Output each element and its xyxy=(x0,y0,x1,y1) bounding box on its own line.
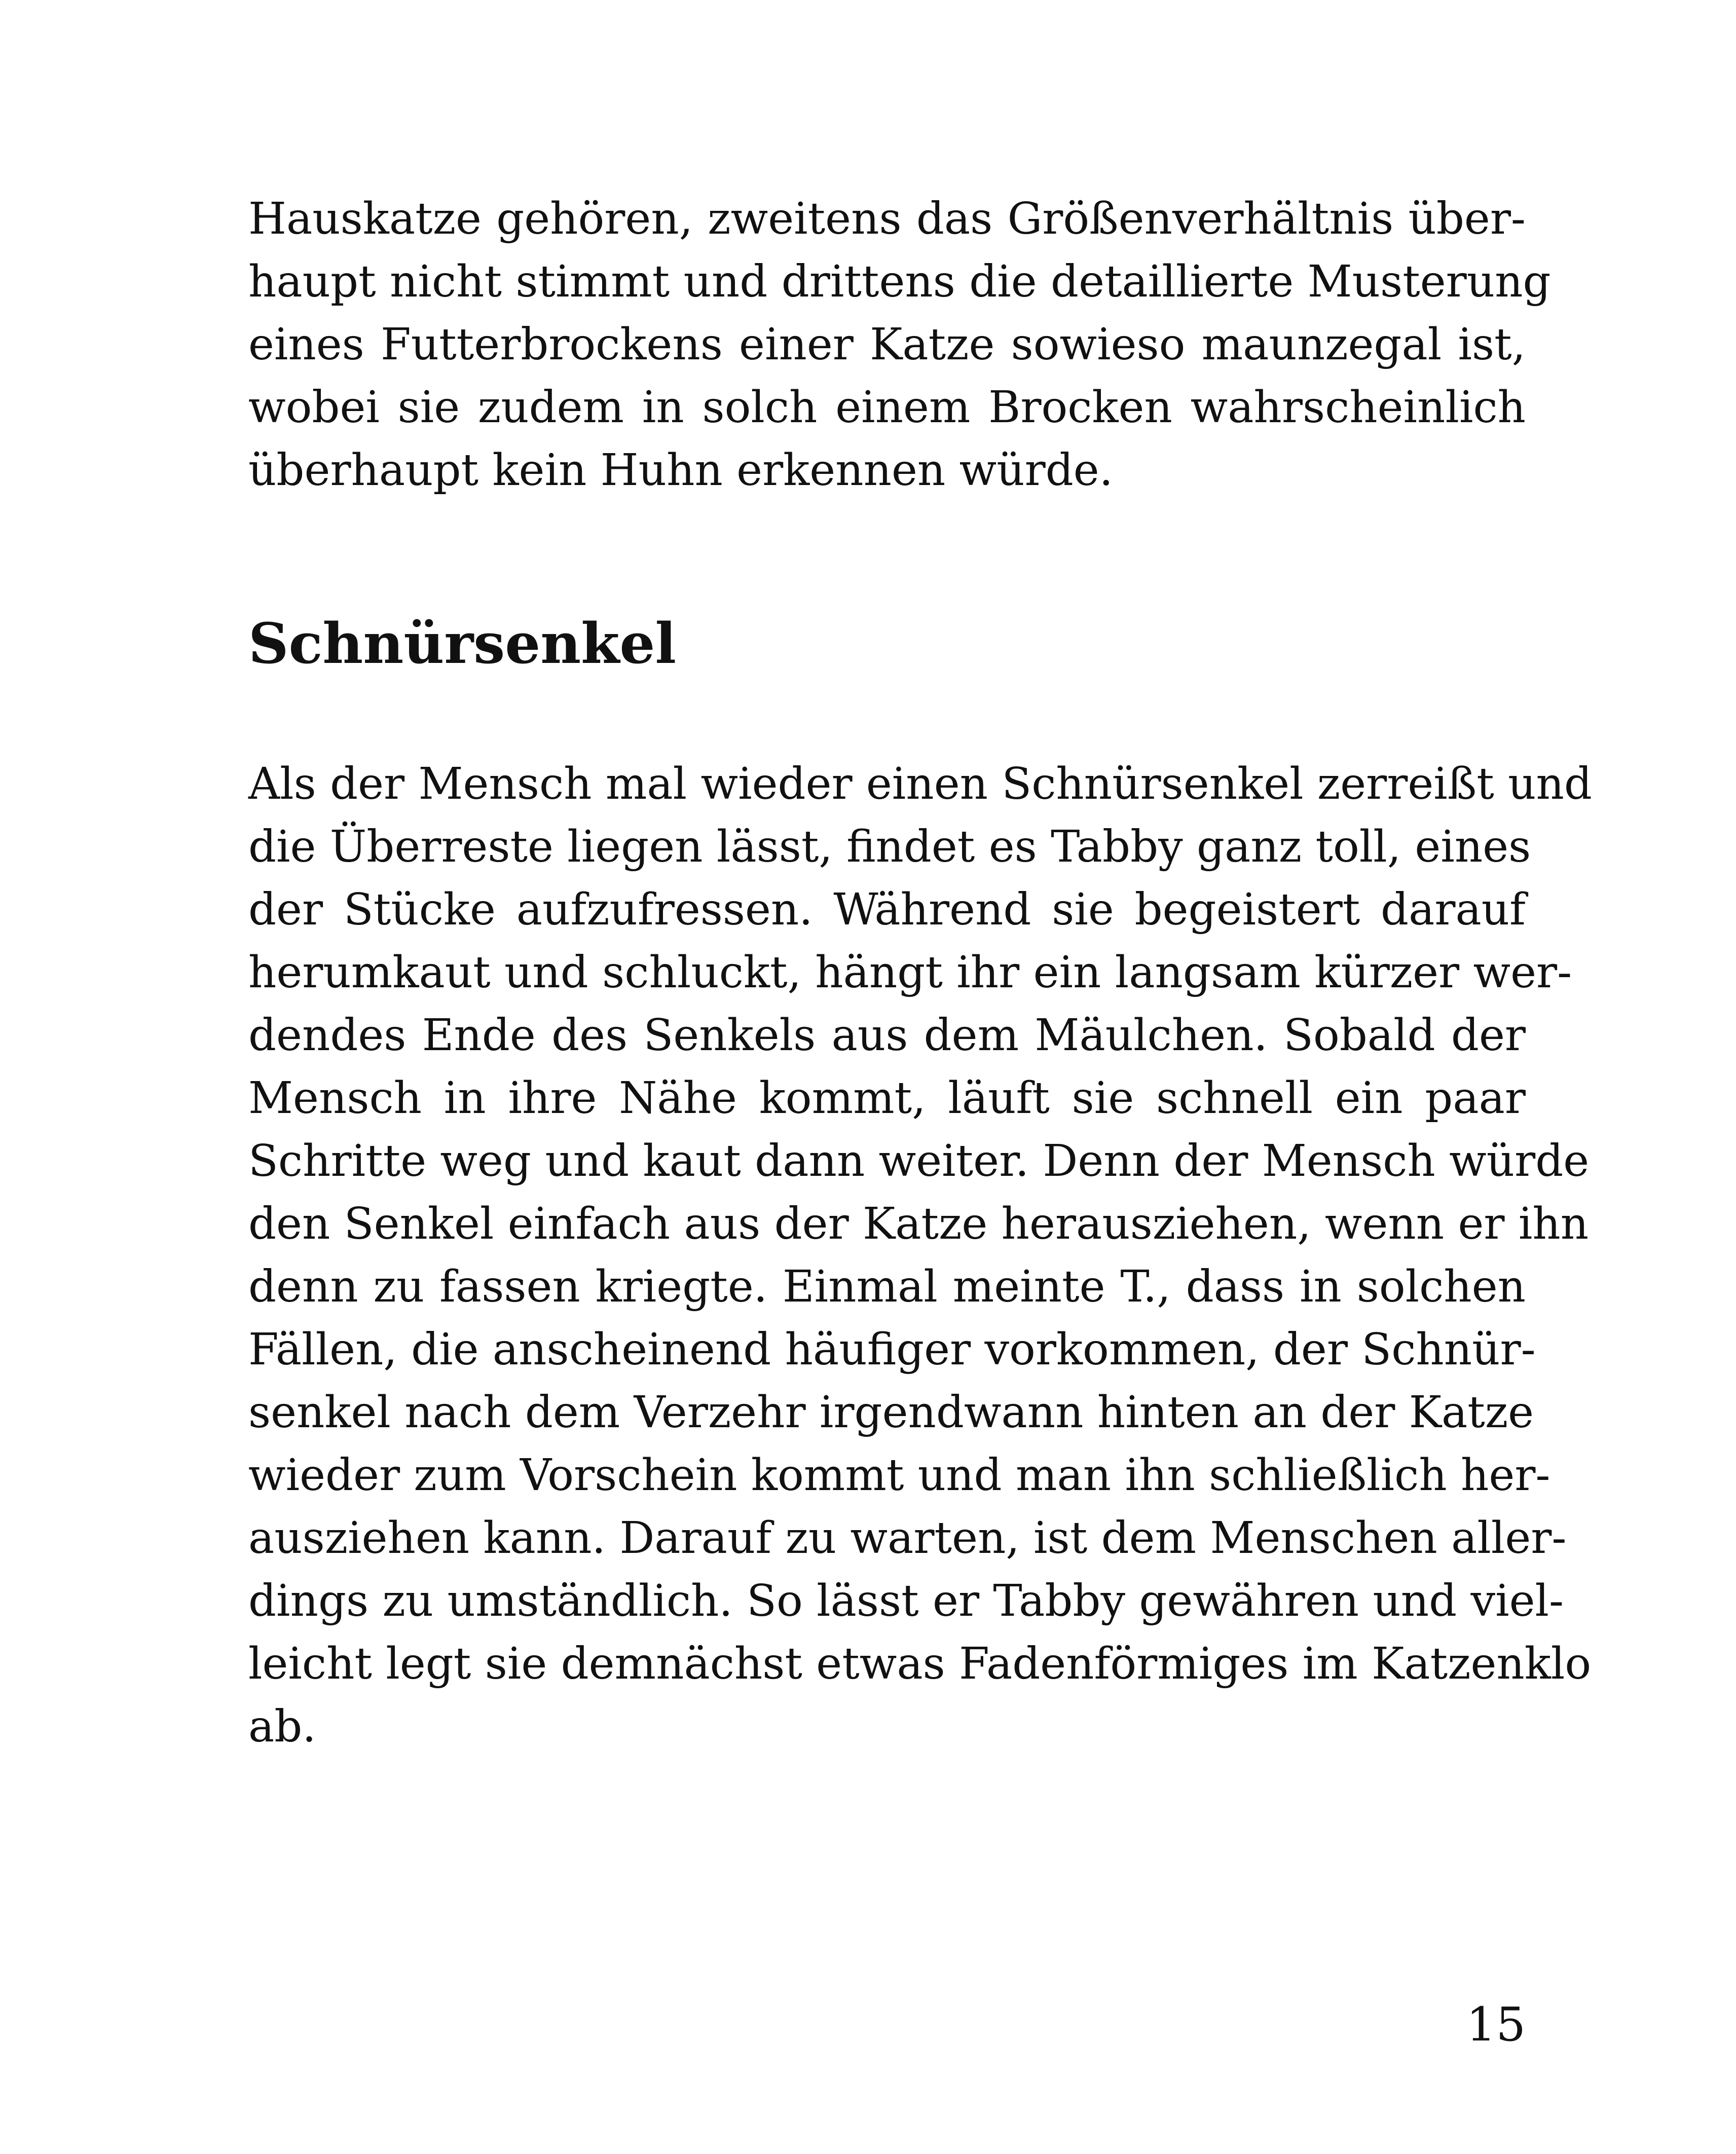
text-line: Hauskatze gehören, zweitens das Größenverhältnis über- xyxy=(248,194,1526,244)
text-line: wobei sie zudem in solch einem Brocken wahrscheinlich xyxy=(248,382,1526,433)
text-line: dendes Ende des Senkels aus dem Mäulchen. Sobald der xyxy=(248,1010,1526,1061)
text-line: eines Futterbrockens einer Katze sowieso maunzegal ist, xyxy=(248,319,1526,370)
text-line: überhaupt kein Huhn erkennen würde. xyxy=(248,445,1113,496)
text-line: herumkaut und schluckt, hängt ihr ein langsam kürzer wer- xyxy=(248,947,1572,998)
text-line: dings zu umständlich. So lässt er Tabby gewähren und viel- xyxy=(248,1576,1564,1626)
text-line: Als der Mensch mal wieder einen Schnürsenkel zerreißt und xyxy=(248,759,1592,809)
text-line: ausziehen kann. Darauf zu warten, ist dem Menschen aller- xyxy=(248,1513,1567,1564)
text-line: wieder zum Vorschein kommt und man ihn schließlich her- xyxy=(248,1450,1550,1501)
text-line: Mensch in ihre Nähe kommt, läuft sie schnell ein paar xyxy=(248,1073,1526,1124)
text-line: haupt nicht stimmt und drittens die detaillierte Musterung xyxy=(248,256,1551,307)
text-line: den Senkel einfach aus der Katze herausziehen, wenn er ihn xyxy=(248,1199,1589,1249)
text-line: senkel nach dem Verzehr irgendwann hinten an der Katze xyxy=(248,1387,1534,1438)
page-number: 15 xyxy=(1466,1997,1526,2052)
text-line: Fällen, die anscheinend häufiger vorkommen, der Schnür- xyxy=(248,1324,1536,1375)
text-line: die Überreste liegen lässt, findet es Tabby ganz toll, eines xyxy=(248,822,1531,872)
text-line: leicht legt sie demnächst etwas Fadenförmiges im Katzenklo xyxy=(248,1639,1592,1689)
text-line: Schritte weg und kaut dann weiter. Denn der Mensch würde xyxy=(248,1136,1590,1186)
text-line: denn zu fassen kriegte. Einmal meinte T., dass in solchen xyxy=(248,1261,1526,1312)
section-heading: Schnürsenkel xyxy=(248,611,677,676)
text-line: ab. xyxy=(248,1701,316,1752)
paragraph-continued xyxy=(248,188,1551,502)
section-paragraph xyxy=(248,753,1592,1758)
text-line: der Stücke aufzufressen. Während sie begeistert darauf xyxy=(248,884,1526,935)
